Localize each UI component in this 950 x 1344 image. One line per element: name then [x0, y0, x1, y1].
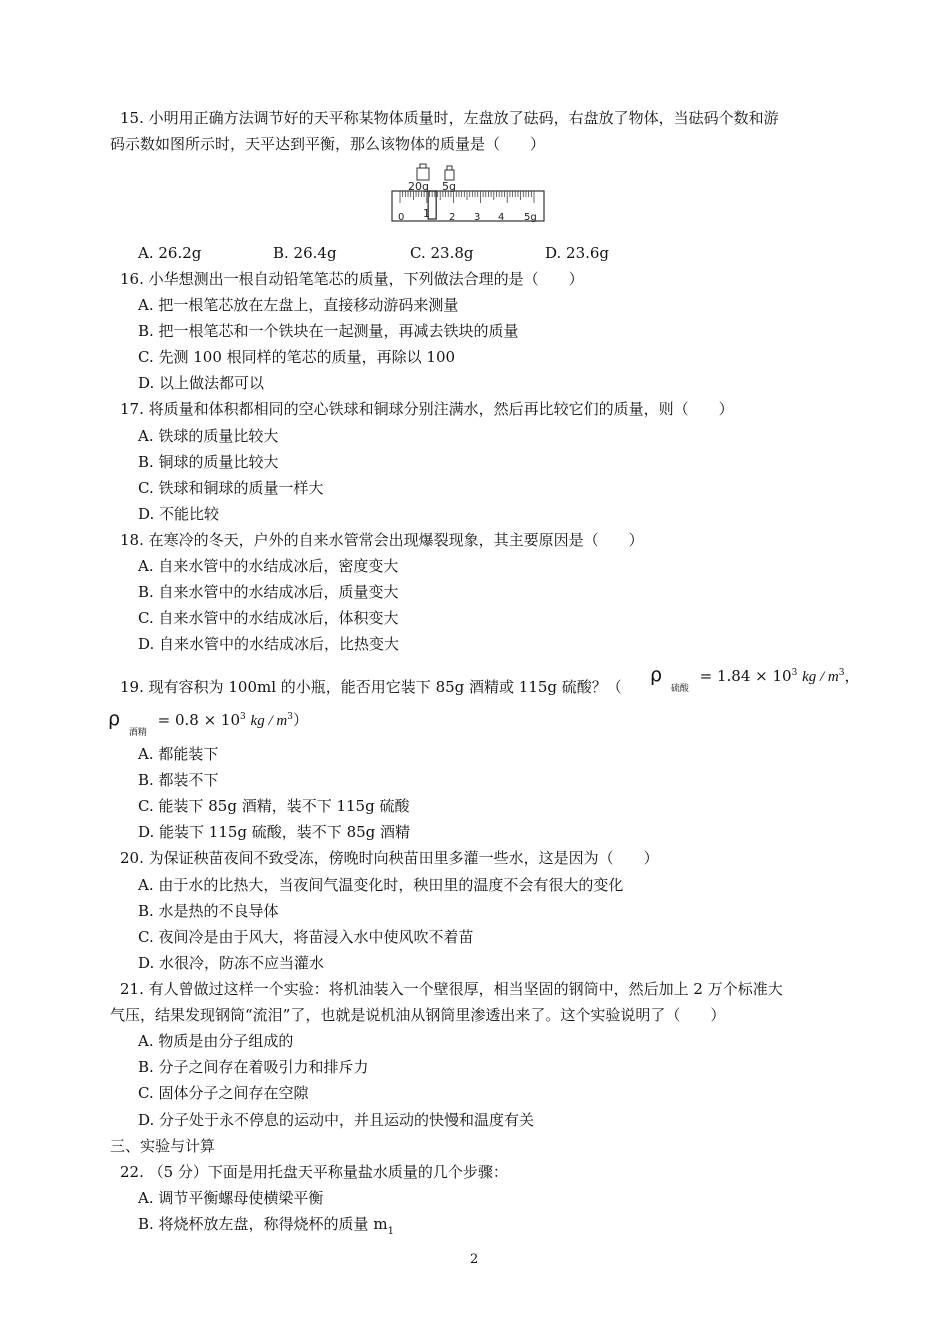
weight-20g-label: 20g	[408, 180, 429, 193]
q15-option-b: B. 26.4g	[273, 244, 337, 262]
q19-option-c: C. 能装下 85g 酒精，装不下 115g 硫酸	[138, 797, 410, 815]
q16-stem: 16. 小华想测出一根自动铅笔笔芯的质量，下列做法合理的是（ ）	[120, 270, 584, 288]
q22-stem: 22. （5 分）下面是用托盘天平称量盐水质量的几个步骤：	[120, 1163, 508, 1181]
scale-label-2: 2	[449, 212, 456, 223]
q15-option-a: A. 26.2g	[138, 244, 202, 262]
q15-option-c: C. 23.8g	[410, 244, 474, 262]
scale-label-4: 4	[498, 212, 505, 223]
q21-stem-line2: 气压，结果发现钢筒“流泪”了，也就是说机油从钢筒里渗透出来了。这个实验说明了（ ）	[110, 1006, 726, 1024]
q22-option-b-text: B. 将烧杯放左盘，称得烧杯的质量 m	[138, 1215, 388, 1233]
q17-option-d: D. 不能比较	[138, 505, 220, 523]
q18-option-d: D. 自来水管中的水结成冰后，比热变大	[138, 635, 400, 653]
q19-eq1: = 1.84 × 10	[699, 667, 792, 685]
q19-option-a: A. 都能装下	[138, 745, 219, 763]
q19-formula-alcohol	[108, 708, 308, 738]
weight-5g-label: 5g	[442, 180, 456, 193]
q19-formula-sulfuric	[650, 664, 860, 694]
q18-option-a: A. 自来水管中的水结成冰后，密度变大	[138, 557, 399, 575]
q19-option-b: B. 都装不下	[138, 771, 219, 789]
q19-eq2: = 0.8 × 10	[157, 711, 241, 729]
q21-option-a: A. 物质是由分子组成的	[138, 1032, 294, 1050]
q20-option-c: C. 夜间冷是由于风大，将苗浸入水中使风吹不着苗	[138, 928, 474, 946]
q15-stem-line2: 码示数如图所示时，天平达到平衡，那么该物体的质量是（ ）	[110, 135, 546, 153]
q21-option-b: B. 分子之间存在着吸引力和排斥力	[138, 1058, 369, 1076]
q21-stem-line1: 21. 有人曾做过这样一个实验：将机油装入一个壁很厚，相当坚固的钢筒中，然后加上 2 万个标准大	[120, 980, 783, 998]
q19-sub-sulfuric: 硫酸	[670, 684, 689, 694]
q17-option-a: A. 铁球的质量比较大	[138, 427, 279, 445]
q16-option-b: B. 把一根笔芯和一个铁块在一起测量，再减去铁块的质量	[138, 322, 519, 340]
rho-symbol: ρ	[650, 664, 663, 686]
q22-option-a: A. 调节平衡螺母使横梁平衡	[138, 1189, 324, 1207]
scale-label-1: 1	[423, 207, 430, 220]
q16-option-c: C. 先测 100 根同样的笔芯的质量，再除以 100	[138, 348, 456, 366]
q18-option-c: C. 自来水管中的水结成冰后，体积变大	[138, 609, 399, 627]
q19-unit-exp2: 3	[287, 712, 293, 722]
q18-option-b: B. 自来水管中的水结成冰后，质量变大	[138, 583, 399, 601]
section-heading: 三、实验与计算	[110, 1137, 216, 1155]
q15-option-d: D. 23.6g	[545, 244, 610, 262]
q22-option-b-subscript: 1	[387, 1226, 394, 1237]
scale-label-3: 3	[474, 212, 481, 223]
q16-option-d: D. 以上做法都可以	[138, 374, 265, 392]
scale-label-5g: 5g	[524, 212, 537, 223]
q20-stem: 20. 为保证秧苗夜间不致受冻，傍晚时向秧苗田里多灌一些水，这是因为（ ）	[120, 849, 659, 867]
q20-option-d: D. 水很冷，防冻不应当灌水	[138, 954, 325, 972]
q19-exp2: 3	[240, 712, 246, 722]
q19-unit-exp1: 3	[838, 668, 845, 678]
rider-scale-bar	[392, 191, 544, 221]
q20-option-b: B. 水是热的不良导体	[138, 902, 279, 920]
q17-option-b: B. 铜球的质量比较大	[138, 453, 279, 471]
q19-comma: ，	[844, 667, 860, 685]
weight-20g-icon	[417, 168, 429, 180]
q17-option-c: C. 铁球和铜球的质量一样大	[138, 479, 324, 497]
q19-close: ）	[292, 711, 308, 729]
page-number: 2	[470, 1252, 479, 1267]
q16-option-a: A. 把一根笔芯放在左盘上，直接移动游码来测量	[138, 296, 459, 314]
q21-option-c: C. 固体分子之间存在空隙	[138, 1084, 309, 1102]
scale-label-0: 0	[398, 212, 405, 223]
balance-weights-figure	[390, 158, 550, 226]
q19-sub-alcohol: 酒精	[128, 728, 147, 738]
q19-option-d: D. 能装下 115g 硫酸，装不下 85g 酒精	[138, 823, 411, 841]
q21-option-d: D. 分子处于永不停息的运动中，并且运动的快慢和温度有关	[138, 1111, 535, 1129]
q22-option-b	[138, 1214, 394, 1237]
q20-option-a: A. 由于水的比热大，当夜间气温变化时，秧田里的温度不会有很大的变化	[138, 876, 624, 894]
q17-stem: 17. 将质量和体积都相同的空心铁球和铜球分别注满水，然后再比较它们的质量，则（ ）	[120, 400, 734, 418]
weight-5g-icon	[445, 170, 454, 180]
q19-stem: 19. 现有容积为 100ml 的小瓶，能否用它装下 85g 酒精或 115g 硫酸？（	[120, 678, 622, 696]
q15-stem-line1: 15. 小明用正确方法调节好的天平称某物体质量时，左盘放了砝码，右盘放了物体，当砝码个数和游	[120, 109, 779, 127]
q19-unit1: kg / m	[802, 669, 839, 685]
q19-unit2: kg / m	[250, 713, 288, 729]
q19-exp1: 3	[791, 668, 798, 678]
rho-symbol-2: ρ	[108, 708, 121, 730]
q18-stem: 18. 在寒冷的冬天，户外的自来水管常会出现爆裂现象，其主要原因是（ ）	[120, 531, 644, 549]
